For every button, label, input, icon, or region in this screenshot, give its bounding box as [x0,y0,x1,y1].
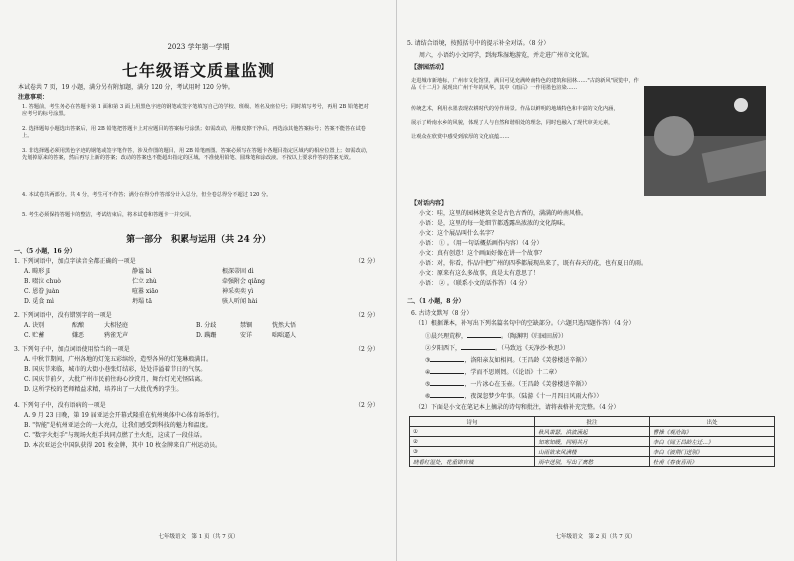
option: D. 觅食 mì [24,298,54,305]
question-score: （2 分） [355,402,379,409]
recite-line: ⑥ ，夜深忽梦少年事。（陆游《十一月四日风雨大作》） [425,393,603,400]
question-sub: （1）根据课本，补写出下列名篇名句中的空缺部分。（六题只选四题作答）（4 分） [415,320,635,327]
question-intro: 周六，小语约小文同学，到海珠湿地游览，并走进广州市文化馆。 [419,52,594,59]
table-cell: 山雨欲来风满楼 [535,447,650,457]
exam-info: 本试卷共 7 页，19 小题，满分另有附加题，满分 120 分，考试用时 120 分钟。 [18,84,234,91]
dialogue-line: 小文：这个展品叫什么名字？ [419,230,498,237]
table-row [410,427,775,437]
notice-item: 1. 答题前，考生务必在答题卡第 1 面和第 3 面上用黑色字迹的钢笔或签字笔填写自己的学校、班级、姓名及座位号；同时填写考号，再用 2B 铅笔把对应考号的标号涂黑。 [22,104,369,117]
option: 安详 [240,332,253,339]
option: 嫌恶 [72,332,85,339]
option: 禁锢 [240,322,253,329]
table-row [410,447,775,457]
recite-line: ④ ，学而不思则罔。（《论语》十二章） [425,369,561,376]
notice-item: 4. 本试卷共两部分。共 4 分，考生可不作答；满分在得分作答部分计入总分，但全卷总得分不超过 120 分。 [22,192,272,198]
notice-item: 2. 选择题每小题选出答案后，用 2B 铅笔把答题卡上对应题目的答案标号涂黑；如需改动，用橡皮擦干净后，再选涂其他答案标号；答案不能答在试卷上。 [22,126,366,139]
option: 咄咄逼人 [272,332,297,339]
notice-item: 3. 非选择题必须用黑色字迹的钢笔或签字笔作答，涉及作图的题目，用 2B 铅笔画图。答案必须写在答题卡各题目指定区域内的相应位置上；如需改动，先划掉原来的答案，然后再写上新的答案；改动的答案也不能超出指定的区域。不准使用铅笔、圆珠笔和涂改液。不按以上要求作答的答案无效。 [22,148,372,161]
recite-line: ③ ，洛阳亲友如相问。（王昌龄《芙蓉楼送辛渐》） [425,357,591,364]
section-label: 【游园活动】 [411,64,448,71]
option: B. 分歧 [196,322,217,329]
question-score: （2 分） [355,346,379,353]
question-stem: 1. 下列词语中，加点字读音全都正确的一项是 [14,258,136,265]
dialogue-line: 小语： ① 。（用一句话概括画作内容）（4 分） [419,240,543,247]
question-score: （2 分） [355,258,379,265]
option: C. 恩眷 juàn [24,288,60,295]
option: 恍然大悟 [272,322,297,329]
dialogue-line: 小文：原来有这么多故事，真是太有意思了！ [419,270,540,277]
option: D. 这所学校的老师精益求精，培养出了一大批优秀的学生。 [24,386,183,393]
table-row [410,437,775,447]
option: B. 国庆节来临，城市的大街小巷张灯结彩，处处洋溢着节日的气氛。 [24,366,207,373]
table-cell: 李白《渡荆门送别》 [649,447,774,457]
option: 酝酿 [72,322,85,329]
recite-line: ②夕阳西下， 。（马致远《天净沙·秋思》） [425,345,569,352]
option: B. 啜泣 chuò [24,278,61,285]
table-header: 诗句 [410,417,535,427]
table-header: 出处 [649,417,774,427]
dialogue-line: 小语： ② 。（联系小文的话作答）（4 分） [419,280,531,287]
option: 静谧 bì [132,268,152,275]
group-title: 一、（5 小题，16 分） [14,248,76,255]
option: 坍塌 tā [132,298,152,305]
option: 神采奕奕 yì [222,288,254,295]
option: A. 诀别 [24,322,45,329]
recite-line: ⑤ ，一片冰心在玉壶。（王昌龄《芙蓉楼送辛渐》） [425,381,591,388]
table-cell: 知寒知暖，同明共月 [535,437,650,447]
table-cell: ① [410,427,535,437]
option: 鸦雀无声 [104,332,129,339]
table-cell: 杜甫《春夜喜雨》 [649,457,774,467]
option: C. "数字火炬手"与现场火炬手共同点燃了主火炬，这成了一段佳话。 [24,432,206,439]
question-score: （2 分） [355,312,379,319]
group-title: 二、（1 小题，8 分） [407,298,465,305]
table-cell: 李白《闻王昌龄左迁…》 [649,437,774,447]
passage-text: 让观众在欣赏中感受到浓厚的文化底蕴…… [411,134,510,140]
dialogue-line: 小语：对，你看，作品中把广州的四季都展现出来了，既有春天的花，也有夏日的雨。 [419,260,648,267]
notice-item: 5. 考生必须保持答题卡的整洁，考试结束后，将本试卷和答题卡一并交回。 [22,212,195,218]
option: A. 9 月 23 日晚，第 19 届亚运会开幕式隆重在杭州奥体中心体育场举行。 [24,412,223,419]
table-row [410,457,775,467]
part-title: 第一部分 积累与运用（共 24 分） [126,235,271,245]
option: A. 中秋节期间，广州各地的灯笼五彩缤纷，造型各异的灯笼琳琅满目。 [24,356,213,363]
table-cell: ③ [410,447,535,457]
question-stem: 5. 请结合语境，按照括号中的提示补全对话。（8 分） [407,40,550,47]
ink-painting-image [644,86,766,196]
table-cell: 晓看红湿处，花重锦官城 [410,457,535,467]
page-footer: 七年级语文 第 1 页（共 7 页） [158,534,239,540]
option: 骇人听闻 hài [222,298,258,305]
option: A. 畸形 jī [24,268,50,275]
table-cell: 曹操《观沧海》 [649,427,774,437]
page-footer: 七年级语文 第 2 页（共 7 页） [555,534,636,540]
table-header: 批注 [535,417,650,427]
notice-title: 注意事项： [18,94,49,101]
dialogue-line: 小文：哇，这里的园林建筑全是古色古香的，满满的岭南风格。 [419,210,588,217]
section-label: 【对话内容】 [411,200,448,207]
option: 喧嚣 xiāo [132,288,159,295]
option: 根深蒂固 dì [222,268,254,275]
option: C. 贮蓄 [24,332,45,339]
table-cell: 秋风萧瑟，洪波涌起 [535,427,650,437]
question-stem: 4. 下列句子中，没有语病的一项是 [14,402,106,409]
page-2 [397,0,794,561]
passage-text: 展示了岭南水乡的风貌，体现了人与自然和谐相处的理念，同时也融入了现代审美元素， [411,120,614,126]
passage-text: 走进城市新地标，广州市文化馆里，满目可见充满岭南特色的建筑和园林……"古韵新风"展览中，作品《十二月》展现出广州千年的风华。其中《雨后》一作用墨色渲染…… [411,78,639,91]
option: C. 国庆节前夕，大批广州市民前往海心沙赏月，舞台灯光光怪陆离。 [24,376,207,383]
option: 大相径庭 [104,322,129,329]
passage-text: 传统艺术，利用水墨表现农耕时代的劳作场景。作品以鲜明的地域特色和丰富的文化内涵， [411,106,619,112]
question-stem: 2. 下列词语中，没有错别字的一项是 [14,312,112,319]
exam-title: 七年级语文质量监测 [121,61,275,80]
option: 牵强附会 qiǎng [222,278,265,285]
option: D. 本次亚运会中国队获得 201 枚金牌，其中 10 枚金牌来自广州运动员。 [24,442,222,449]
dialogue-line: 小语：是，这里的每一处细节都透露出浓浓的文化韵味。 [419,220,570,227]
term-label: 2023 学年第一学期 [167,43,230,51]
table-cell: 雨中送别，写出了离愁 [535,457,650,467]
table-cell: ② [410,437,535,447]
option: D. 蹒跚 [196,332,217,339]
dialogue-line: 小文：真有创意！这个画面好像在讲一个故事？ [419,250,546,257]
option: 伫立 zhù [132,278,157,285]
question-stem: 6. 古诗文默写（8 分） [411,310,473,317]
question-sub: （2）下面是小文在笔记本上摘录的诗句和批注，请将表格补充完整。（4 分） [415,404,620,411]
table-header-row [410,417,775,427]
option: B. "智能"是杭州亚运会的一大亮点，让我们感受到科技的魅力和温度。 [24,422,212,429]
poem-table [409,416,775,467]
recite-line: ①晨兴理荒秽， 。（陶渊明《归园田居》） [425,333,568,340]
question-stem: 3. 下列句子中，加点词语使用恰当的一项是 [14,346,130,353]
